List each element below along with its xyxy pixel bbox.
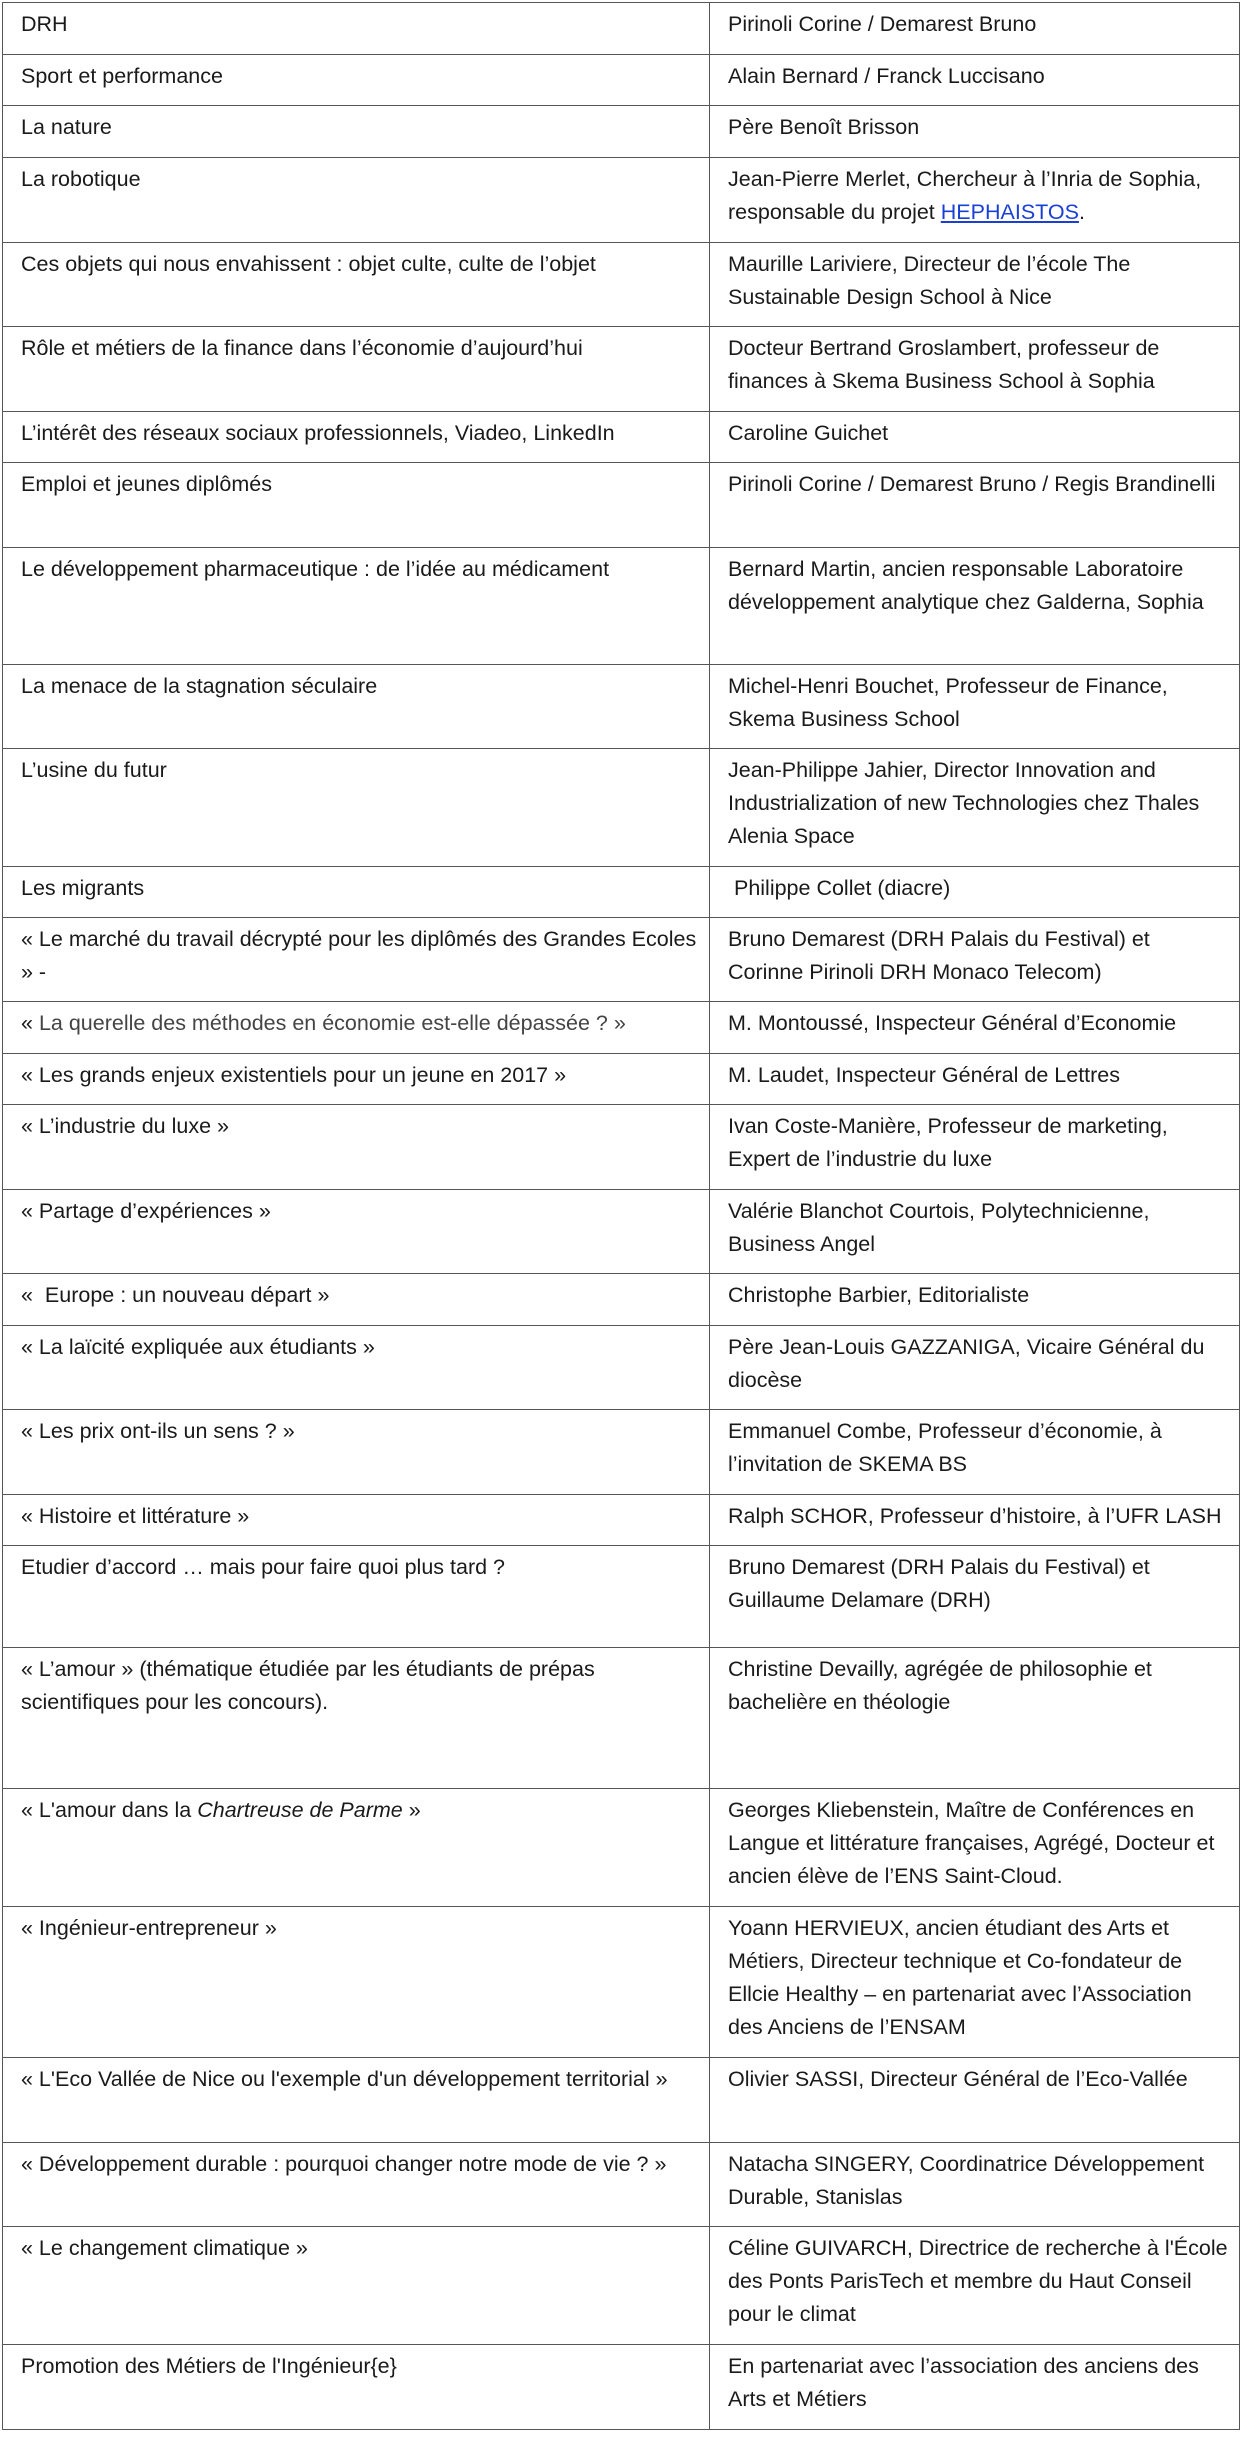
topic-cell: Etudier d’accord … mais pour faire quoi plus tard ? [3,1546,710,1648]
speaker-cell: Emmanuel Combe, Professeur d’économie, à l’invitation de SKEMA BS [710,1410,1240,1495]
table-row [3,749,1240,867]
topic-text: La querelle des méthodes en économie est-elle dépassée ? » [38,1011,626,1035]
table-row [3,665,1240,749]
project-link[interactable]: HEPHAISTOS [940,200,1079,224]
table-row [3,1789,1240,1907]
table-row [3,2058,1240,2143]
table-row [3,1190,1240,1274]
table-row [3,463,1240,548]
table-row [3,548,1240,665]
topic-cell: « La laïcité expliquée aux étudiants » [3,1326,710,1410]
table-row [3,1410,1240,1495]
topic-cell: « L'Eco Vallée de Nice ou l'exemple d'un développement territorial » [3,2058,710,2143]
speaker-cell: Jean-Philippe Jahier, Director Innovation and Industrialization of new Technologies chez Thales Alenia Space [710,749,1240,867]
speaker-cell: Alain Bernard / Franck Luccisano [710,55,1240,106]
table-row [3,243,1240,327]
topic-cell: « Ingénieur-entrepreneur » [3,1907,710,2058]
speaker-cell: Père Benoît Brisson [710,106,1240,158]
topic-cell: La nature [3,106,710,158]
topic-cell: Ces objets qui nous envahissent : objet culte, culte de l’objet [3,243,710,327]
table-row [3,1648,1240,1789]
topic-cell [3,1002,710,1054]
speaker-cell: Christine Devailly, agrégée de philosophie et bachelière en théologie [710,1648,1240,1789]
speaker-cell: Caroline Guichet [710,412,1240,463]
topic-cell: « Europe : un nouveau départ » [3,1274,710,1326]
speaker-cell: Michel-Henri Bouchet, Professeur de Finance, Skema Business School [710,665,1240,749]
speaker-cell: Bruno Demarest (DRH Palais du Festival) et Guillaume Delamare (DRH) [710,1546,1240,1648]
table-row [3,55,1240,106]
table-row [3,106,1240,158]
speaker-cell: Maurille Lariviere, Directeur de l’école The Sustainable Design School à Nice [710,243,1240,327]
speaker-cell: Valérie Blanchot Courtois, Polytechnicienne, Business Angel [710,1190,1240,1274]
speaker-cell: Pirinoli Corine / Demarest Bruno / Regis Brandinelli [710,463,1240,548]
speaker-cell: M. Montoussé, Inspecteur Général d’Economie [710,1002,1240,1054]
topic-cell: La robotique [3,158,710,243]
conference-table [2,2,1240,2430]
topic-cell: L’usine du futur [3,749,710,867]
table-row [3,1105,1240,1190]
speaker-cell: Christophe Barbier, Editorialiste [710,1274,1240,1326]
topic-cell: « Partage d’expériences » [3,1190,710,1274]
topic-text-end: » [402,1798,421,1822]
speaker-cell: Natacha SINGERY, Coordinatrice Développement Durable, Stanislas [710,2143,1240,2227]
speaker-cell: En partenariat avec l’association des anciens des Arts et Métiers [710,2345,1240,2430]
table-row [3,1274,1240,1326]
table-row [3,1495,1240,1546]
speaker-cell: Ivan Coste-Manière, Professeur de marketing, Expert de l’industrie du luxe [710,1105,1240,1190]
book-title: Chartreuse de Parme [197,1798,403,1822]
table-row [3,1546,1240,1648]
table-row [3,327,1240,412]
table-row [3,3,1240,55]
topic-cell: Les migrants [3,867,710,918]
topic-cell: « Histoire et littérature » [3,1495,710,1546]
speaker-cell [710,158,1240,243]
topic-cell: « Développement durable : pourquoi changer notre mode de vie ? » [3,2143,710,2227]
speaker-cell: Bernard Martin, ancien responsable Laboratoire développement analytique chez Galderna, Sophia [710,548,1240,665]
topic-cell: Emploi et jeunes diplômés [3,463,710,548]
topic-cell: La menace de la stagnation séculaire [3,665,710,749]
topic-cell: « L’amour » (thématique étudiée par les étudiants de prépas scientifiques pour les concours). [3,1648,710,1789]
topic-cell: Le développement pharmaceutique : de l’idée au médicament [3,548,710,665]
speaker-cell: Georges Kliebenstein, Maître de Conférences en Langue et littérature françaises, Agrégé, Docteur et ancien élève de l’ENS Saint-Cloud. [710,1789,1240,1907]
topic-cell: « Le changement climatique » [3,2227,710,2345]
topic-cell: « L’industrie du luxe » [3,1105,710,1190]
quote-mark: « [21,1011,39,1035]
speaker-text-end: . [1078,200,1085,224]
topic-cell [3,1789,710,1907]
table-row [3,1002,1240,1054]
table-row [3,1326,1240,1410]
topic-cell: « Les grands enjeux existentiels pour un jeune en 2017 » [3,1054,710,1105]
topic-cell: Promotion des Métiers de l'Ingénieur{e} [3,2345,710,2430]
topic-text: « L'amour dans la [21,1798,198,1822]
speaker-cell: Docteur Bertrand Groslambert, professeur de finances à Skema Business School à Sophia [710,327,1240,412]
table-row [3,158,1240,243]
speaker-cell: Père Jean-Louis GAZZANIGA, Vicaire Général du diocèse [710,1326,1240,1410]
table-row [3,2143,1240,2227]
table-row [3,412,1240,463]
topic-cell: Sport et performance [3,55,710,106]
speaker-cell: Olivier SASSI, Directeur Général de l’Eco-Vallée [710,2058,1240,2143]
speaker-cell: Yoann HERVIEUX, ancien étudiant des Arts et Métiers, Directeur technique et Co-fondateur de Ellcie Healthy – en partenariat avec l’Association des Anciens de l’ENSAM [710,1907,1240,2058]
speaker-cell: Pirinoli Corine / Demarest Bruno [710,3,1240,55]
speaker-cell: Philippe Collet (diacre) [710,867,1240,918]
speaker-cell: M. Laudet, Inspecteur Général de Lettres [710,1054,1240,1105]
speaker-cell: Bruno Demarest (DRH Palais du Festival) et Corinne Pirinoli DRH Monaco Telecom) [710,918,1240,1002]
table-row [3,867,1240,918]
table-row [3,918,1240,1002]
speaker-cell: Ralph SCHOR, Professeur d’histoire, à l’UFR LASH [710,1495,1240,1546]
topic-cell: L’intérêt des réseaux sociaux professionnels, Viadeo, LinkedIn [3,412,710,463]
topic-cell: Rôle et métiers de la finance dans l’économie d’aujourd’hui [3,327,710,412]
topic-cell: « Les prix ont-ils un sens ? » [3,1410,710,1495]
topic-cell: « Le marché du travail décrypté pour les diplômés des Grandes Ecoles » - [3,918,710,1002]
table-row [3,1907,1240,2058]
table-row [3,1054,1240,1105]
topic-cell: DRH [3,3,710,55]
table-row [3,2345,1240,2430]
speaker-text: Jean-Pierre Merlet, Chercheur à l’Inria de Sophia, responsable du projet [728,167,1202,224]
table-row [3,2227,1240,2345]
speaker-cell: Céline GUIVARCH, Directrice de recherche à l'École des Ponts ParisTech et membre du Haut Conseil pour le climat [710,2227,1240,2345]
